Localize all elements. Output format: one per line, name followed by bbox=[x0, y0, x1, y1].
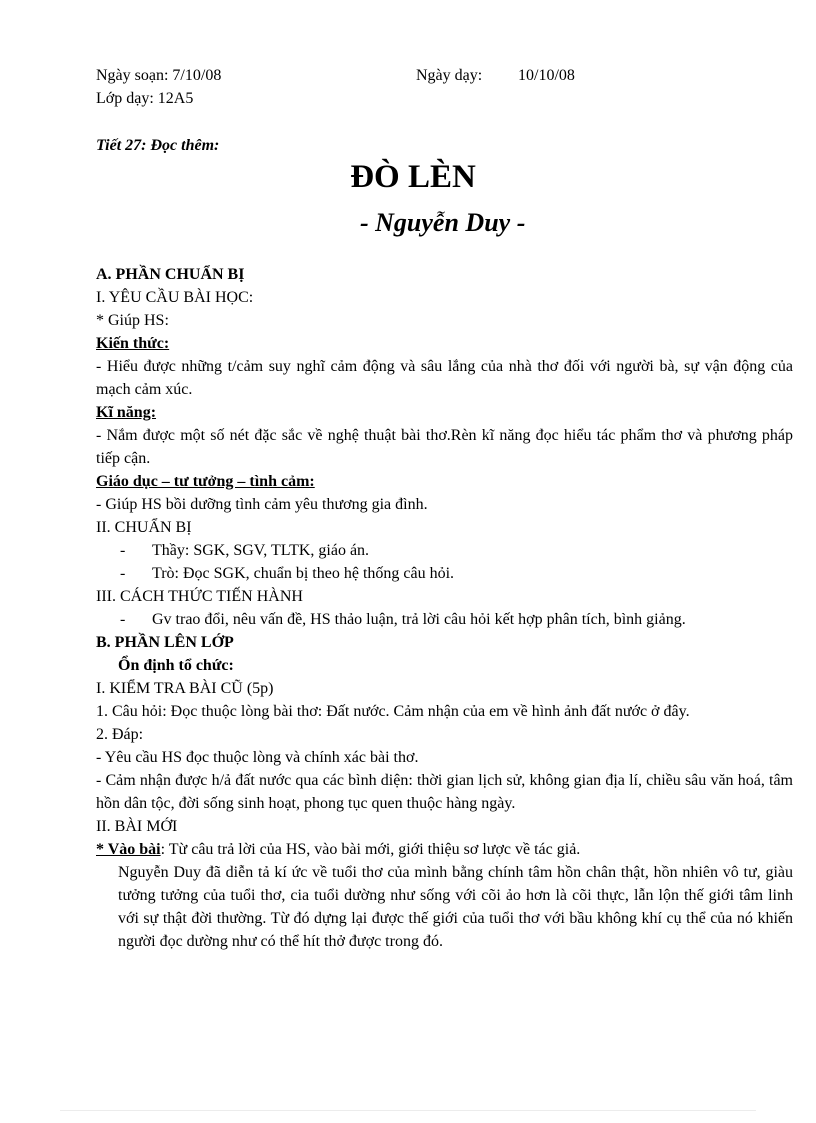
ngay-day-value: 10/10/08 bbox=[518, 67, 575, 84]
ki-nang-text: - Nắm được một số nét đặc sắc về nghệ thuật bài thơ.Rèn kĩ năng đọc hiểu tác phẩm thơ và phương pháp tiếp cận. bbox=[96, 427, 793, 467]
vao-bai-text: : Từ câu trả lời của HS, vào bài mới, giới thiệu sơ lược về tác giả. bbox=[160, 841, 581, 858]
intro-paragraph: Nguyễn Duy đã diễn tả kí ức về tuổi thơ của mình bằng chính tâm hồn chân thật, hồn nhiên vô tư, giàu tưởng tưởng của tuổi thơ, cia tuổi dường như sống với cõi ảo hơn là cõi thực, lẫn lộn thế giới tâm linh với sự thật đời thường. Từ đó dựng lại được thế giới của tuổi thơ với bầu không khí cụ thể của nó khiến người đọc dường như có thể hít thở được trong đó. bbox=[118, 864, 793, 950]
yeu-cau-hs: - Yêu cầu HS đọc thuộc lòng và chính xác bài thơ. bbox=[96, 749, 419, 766]
thay-item bbox=[96, 539, 793, 562]
gv-item bbox=[96, 608, 793, 631]
poem-title-text: ĐÒ LÈN bbox=[350, 159, 476, 195]
ngay-day-label: Ngày dạy: bbox=[416, 67, 483, 84]
giao-duc-text: - Giúp HS bồi dưỡng tình cảm yêu thương gia đình. bbox=[96, 496, 428, 513]
kien-thuc-label: Kiến thức: bbox=[96, 335, 170, 352]
bai-moi-heading: II. BÀI MỚI bbox=[96, 818, 178, 835]
tro-text: Trò: Đọc SGK, chuẩn bị theo hệ thống câu hỏi. bbox=[152, 565, 455, 582]
bullet-dash: - bbox=[120, 542, 126, 559]
section-a-heading: A. PHẦN CHUẨN BỊ bbox=[96, 266, 245, 283]
giao-duc-label: Giáo dục – tư tưởng – tình cảm: bbox=[96, 473, 315, 490]
bullet-dash: - bbox=[120, 565, 126, 582]
gv-text: Gv trao đổi, nêu vấn đề, HS thảo luận, trả lời câu hỏi kết hợp phân tích, bình giảng. bbox=[152, 611, 686, 628]
vao-bai-label: * Vào bài bbox=[96, 841, 161, 858]
tro-item bbox=[96, 562, 793, 585]
thay-text: Thầy: SGK, SGV, TLTK, giáo án. bbox=[152, 542, 370, 559]
vao-bai bbox=[96, 838, 793, 861]
giup-hs: * Giúp HS: bbox=[96, 312, 169, 329]
kien-thuc-text: - Hiểu được những t/cảm suy nghĩ cảm động và sâu lắng của nhà thơ đối với người bà, sự vận động của mạch cảm xúc. bbox=[96, 358, 793, 398]
cam-nhan: - Cảm nhận được h/ả đất nước qua các bình diện: thời gian lịch sử, không gian địa lí, chiều sâu văn hoá, tâm hồn dân tộc, đời sống sinh hoạt, phong tục quen thuộc hàng ngày. bbox=[96, 772, 793, 812]
poem-title bbox=[0, 157, 816, 197]
dap: 2. Đáp: bbox=[96, 726, 144, 743]
page-bottom-divider bbox=[60, 1110, 756, 1111]
ki-nang-label: Kĩ năng: bbox=[96, 404, 157, 421]
poem-author: - Nguyễn Duy - bbox=[360, 208, 526, 237]
kiem-tra-heading: I. KIỂM TRA BÀI CŨ (5p) bbox=[96, 680, 274, 697]
yeu-cau-heading: I. YÊU CẦU BÀI HỌC: bbox=[96, 289, 254, 306]
on-dinh: Ổn định tổ chức: bbox=[118, 657, 234, 674]
cau-hoi: 1. Câu hỏi: Đọc thuộc lòng bài thơ: Đất nước. Cảm nhận của em về hình ảnh đất nước ở đây. bbox=[96, 703, 690, 720]
ngay-soan: Ngày soạn: 7/10/08 bbox=[96, 67, 222, 84]
chuan-bi-heading: II. CHUẨN BỊ bbox=[96, 519, 192, 536]
document-body bbox=[96, 263, 793, 953]
section-b-heading: B. PHẦN LÊN LỚP bbox=[96, 634, 234, 651]
bullet-dash: - bbox=[120, 611, 126, 628]
lop-day: Lớp dạy: 12A5 bbox=[96, 90, 194, 107]
lesson-label: Tiết 27: Đọc thêm: bbox=[96, 137, 220, 154]
cach-thuc-heading: III. CÁCH THỨC TIẾN HÀNH bbox=[96, 588, 303, 605]
